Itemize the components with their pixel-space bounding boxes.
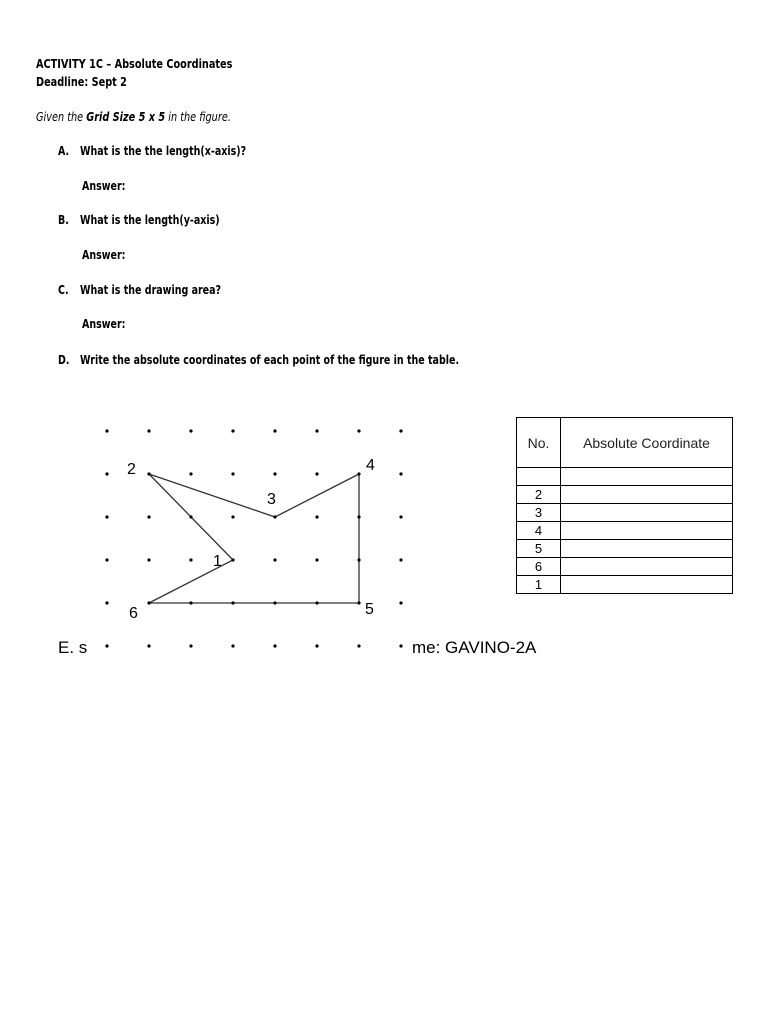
grid-dot [105, 515, 108, 518]
question-d [58, 352, 459, 368]
point-label-6: 6 [129, 605, 138, 622]
row-coordinate[interactable] [561, 468, 733, 486]
grid-dot [315, 558, 318, 561]
grid-dot [105, 472, 108, 475]
grid-dot [189, 558, 192, 561]
question-text: What is the length(y-axis) [80, 213, 220, 227]
grid-dot [105, 601, 108, 604]
question-b [58, 212, 220, 228]
grid-dot [315, 429, 318, 432]
grid-dot [315, 644, 318, 647]
grid-dot [273, 429, 276, 432]
grid-dot [399, 429, 402, 432]
grid-dot [147, 558, 150, 561]
activity-title: ACTIVITY 1C – Absolute Coordinates [36, 57, 233, 71]
grid-dot [147, 429, 150, 432]
grid-dot [105, 644, 108, 647]
question-letter: C. [58, 283, 69, 297]
intro-text [36, 109, 231, 125]
table-row [517, 504, 733, 522]
question-letter: A. [58, 144, 70, 158]
figure-polygon [149, 474, 359, 603]
grid-dot [147, 515, 150, 518]
grid-dot [105, 558, 108, 561]
grid-size: Grid Size 5 x 5 [86, 110, 166, 124]
grid-dot [357, 472, 360, 475]
grid-dot [399, 515, 402, 518]
grid-dot [231, 601, 234, 604]
grid-dots [105, 429, 402, 647]
point-label-5: 5 [365, 601, 374, 618]
intro-suffix: in the figure. [165, 110, 231, 124]
row-no: 3 [517, 504, 561, 522]
grid-dot [315, 472, 318, 475]
grid-dot [147, 644, 150, 647]
table-row [517, 468, 733, 486]
row-coordinate[interactable] [561, 522, 733, 540]
answer-label-c: Answer: [82, 317, 126, 331]
point-label-4: 4 [366, 457, 375, 474]
grid-dot [357, 601, 360, 604]
grid-dot [189, 601, 192, 604]
point-label-1: 1 [213, 553, 222, 570]
answer-label-a: Answer: [82, 179, 126, 193]
question-a [58, 143, 246, 159]
grid-dot [273, 558, 276, 561]
row-coordinate[interactable] [561, 540, 733, 558]
grid-dot [357, 515, 360, 518]
table-row [517, 558, 733, 576]
deadline: Deadline: Sept 2 [36, 75, 127, 89]
grid-dot [315, 601, 318, 604]
figure-outline [149, 474, 359, 603]
question-letter: D. [58, 353, 70, 367]
grid-dot [189, 515, 192, 518]
dot-grid-figure [90, 415, 420, 665]
grid-dot [231, 429, 234, 432]
point-label-2: 2 [127, 461, 136, 478]
table-row [517, 522, 733, 540]
grid-dot [231, 644, 234, 647]
row-no: 1 [517, 576, 561, 594]
grid-dot [273, 472, 276, 475]
grid-dot [315, 515, 318, 518]
row-coordinate[interactable] [561, 486, 733, 504]
row-no: 4 [517, 522, 561, 540]
grid-dot [357, 644, 360, 647]
coordinates-table [516, 417, 733, 594]
grid-dot [147, 601, 150, 604]
footer-name-text: me: GAVINO-2A [412, 638, 537, 657]
question-letter: B. [58, 213, 69, 227]
row-no [517, 468, 561, 486]
table-row [517, 486, 733, 504]
grid-dot [399, 558, 402, 561]
grid-dot [147, 472, 150, 475]
grid-dot [189, 644, 192, 647]
grid-dot [189, 472, 192, 475]
row-coordinate[interactable] [561, 504, 733, 522]
grid-dot [189, 429, 192, 432]
row-no: 2 [517, 486, 561, 504]
grid-dot [273, 515, 276, 518]
grid-dot [399, 601, 402, 604]
answer-label-b: Answer: [82, 248, 126, 262]
table-row [517, 576, 733, 594]
question-c [58, 282, 221, 298]
question-text: What is the the length(x-axis)? [80, 144, 247, 158]
row-coordinate[interactable] [561, 576, 733, 594]
footer-left-text: E. s [58, 638, 88, 657]
point-labels [127, 457, 375, 622]
grid-dot [273, 644, 276, 647]
grid-dot [231, 472, 234, 475]
grid-dot [273, 601, 276, 604]
grid-dot [357, 558, 360, 561]
intro-prefix: Given the [36, 110, 87, 124]
question-text: What is the drawing area? [80, 283, 222, 297]
point-label-3: 3 [267, 491, 276, 508]
grid-dot [357, 429, 360, 432]
question-text: Write the absolute coordinates of each point of the figure in the table. [80, 353, 460, 367]
grid-dot [399, 472, 402, 475]
grid-dot [231, 515, 234, 518]
row-coordinate[interactable] [561, 558, 733, 576]
row-no: 5 [517, 540, 561, 558]
table-row [517, 540, 733, 558]
grid-dot [105, 429, 108, 432]
header-no: No. [517, 418, 561, 468]
header-absolute-coordinate: Absolute Coordinate [561, 418, 733, 468]
grid-dot [399, 644, 402, 647]
grid-dot [231, 558, 234, 561]
row-no: 6 [517, 558, 561, 576]
